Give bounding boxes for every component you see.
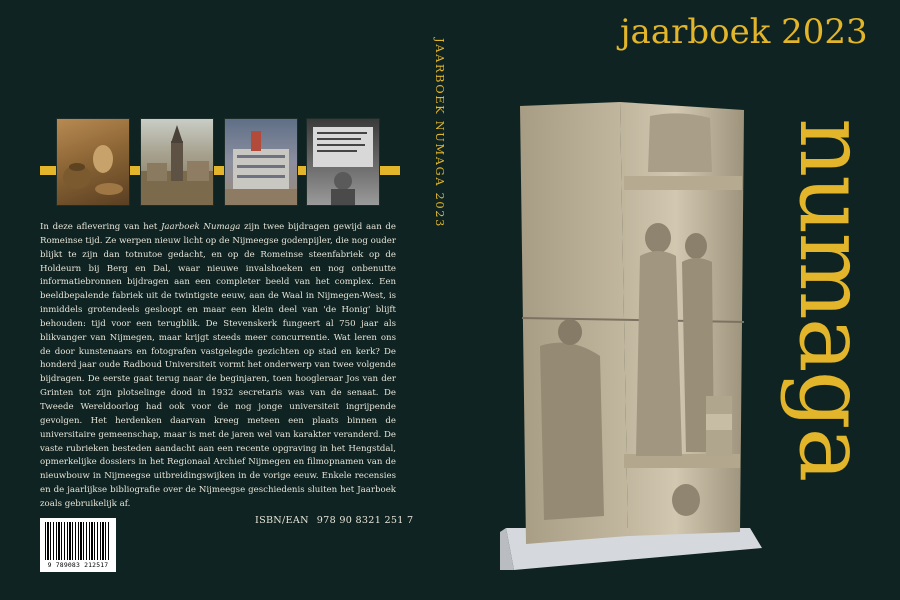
barcode-bars — [45, 522, 111, 560]
isbn-value: 978 90 8321 251 7 — [316, 515, 414, 526]
roman-god-pillar-sculpture — [500, 96, 770, 570]
building-photo — [224, 118, 298, 206]
spine-title: JAARBOEK NUMAGA 2023 — [433, 38, 446, 229]
archaeology-finds-photo — [56, 118, 130, 206]
front-big-title: numaga — [779, 118, 886, 481]
isbn-label: ISBN/EAN — [255, 515, 309, 526]
intro-paragraph: In deze aflevering van het Jaarboek Numaga zijn twee bijdragen gewijd aan de Romeinse tijd. Ze werpen nieuw licht op de Nijmeegse godenpijler, die nog ouder blijkt te zijn dan totnutoe gedacht, en op de Romeinse steenfabriek op de Holdeurn bij Berg en Dal, waar nieuwe invalshoeken en nog onbenutte informatiebronnen bijdragen aan een completer beeld van het complex. Een beeldbepalende fabriek uit de twintigste eeuw, aan de Waal in Nijmegen-West, is inmiddels grotendeels gesloopt en maar een klein deel van 'de Honig' blijft behouden: tijd voor een terugblik. De Stevenskerk fungeert al 750 jaar als blikvanger van Nijmegen, maar krijgt steeds meer concurrentie. Wat leren ons de door kunstenaars en fotografen vastgelegde gezichten op stad en kerk? De honderd jaar oude Radboud Universiteit vormt het onderwerp van twee volgende bijdragen. De eerste gaat terug naar de beginjaren, toen hoogleraar Jos van der Grinten tot zijn plotselinge dood in 1932 secretaris was van de senaat. De Tweede Wereldoorlog had ook voor de nog jonge universiteit ingrijpende gevolgen. Het herdenken daarvan kreeg meteen een plaats binnen de universitaire gemeenschap, maar is met de jaren wel van karakter veranderd. De vaste rubrieken besteden aandacht aan een recente opgraving in het Hengstdal, opmerkelijke dossiers in het Regionaal Archief Nijmegen en filmopnamen van de nieuwbouw in Nijmeegse uitbreidingswijken in de vorige eeuw. Enkele recensies en de jaarlijkse bibliografie over de Nijmeegse geschiedenis sluiten het Jaarboek zoals gebruikelijk af. — [40, 222, 397, 509]
barcode-number: 9 789083 212517 — [47, 561, 109, 569]
jaarboek-numaga-italic: Jaarboek Numaga — [160, 222, 241, 232]
intro-text — [40, 221, 396, 512]
archive-documents-photo — [306, 118, 380, 206]
barcode — [40, 518, 116, 572]
isbn-line — [255, 515, 413, 526]
front-year-title: jaarboek 2023 — [620, 12, 868, 52]
stevenskerk-painting-photo — [140, 118, 214, 206]
